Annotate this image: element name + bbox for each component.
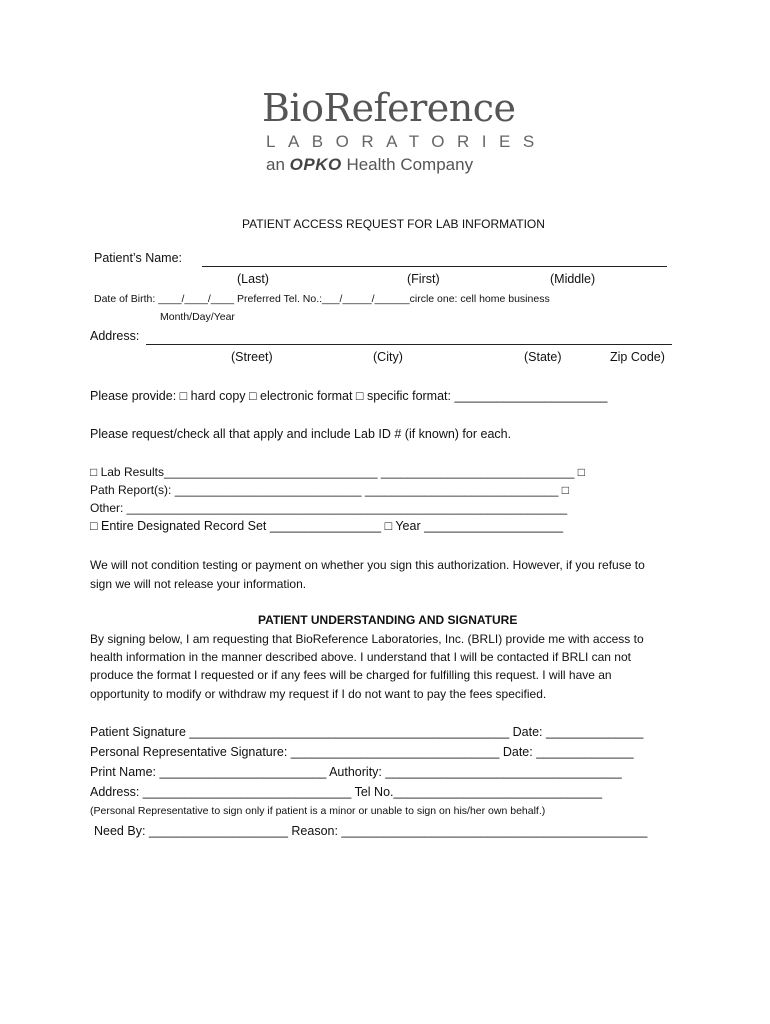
rep-signature-row[interactable]: Personal Representative Signature: ______________________________ Date: ______________ [90, 745, 634, 759]
patient-name-label: Patient’s Name: [94, 251, 183, 265]
address-label: Address: [90, 329, 140, 343]
lab-results-row[interactable]: □ Lab Results________________________________ _____________________________ □ [90, 465, 585, 479]
logo-tag-suffix: Health Company [346, 155, 474, 174]
request-instruction: Please request/check all that apply and include Lab ID # (if known) for each. [90, 427, 512, 441]
condition-text-line-2: sign we will not release your information. [90, 577, 307, 591]
path-reports-row[interactable]: Path Report(s): ____________________________ _____________________________ □ [90, 483, 570, 497]
other-row[interactable]: Other: __________________________________________________________________ [90, 501, 568, 515]
address-state-caption: (State) [524, 350, 562, 364]
condition-text-line-1: We will not condition testing or payment on whether you sign this authorization. However, if you refuse to [90, 558, 645, 572]
entire-record-set-row[interactable]: □ Entire Designated Record Set ________________ □ Year ____________________ [90, 519, 564, 533]
patient-name-line[interactable] [202, 266, 667, 267]
logo-wordmark: BioReference [262, 86, 516, 130]
patient-signature-row[interactable]: Patient Signature ______________________________________________ Date: ______________ [90, 725, 644, 739]
signing-para-line: By signing below, I am requesting that BioReference Laboratories, Inc. (BRLI) provide me with access to [90, 632, 644, 646]
signing-para-line: produce the format I requested or if any fees will be charged for fulfilling this request. I will have an [90, 668, 612, 682]
dob-tel-line[interactable]: Date of Birth: ____/____/____ Preferred Tel. No.:___/_____/______circle one: cell home business [94, 293, 550, 305]
provide-format-line[interactable]: Please provide: □ hard copy □ electronic format □ specific format: ______________________ [90, 389, 608, 403]
signing-para-line: opportunity to modify or withdraw my request if I do not want to pay the fees specified. [90, 687, 547, 701]
section-heading: PATIENT UNDERSTANDING AND SIGNATURE [258, 613, 518, 627]
logo-tag-brand: OPKO [289, 155, 342, 174]
rep-note: (Personal Representative to sign only if patient is a minor or unable to sign on his/her own behalf.) [90, 805, 546, 817]
logo-tagline [266, 155, 473, 175]
patient-name-middle-caption: (Middle) [550, 272, 596, 286]
print-name-row[interactable]: Print Name: ________________________ Authority: __________________________________ [90, 765, 622, 779]
need-by-row[interactable]: Need By: ____________________ Reason: ____________________________________________ [94, 824, 648, 838]
patient-name-last-caption: (Last) [237, 272, 269, 286]
patient-name-first-caption: (First) [407, 272, 440, 286]
address-zip-caption: Zip Code) [610, 350, 665, 364]
logo-subtitle: LABORATORIES [266, 132, 547, 151]
form-title: PATIENT ACCESS REQUEST FOR LAB INFORMATION [242, 217, 545, 231]
signing-para-line: health information in the manner described above. I understand that I will be contacted if BRLI can not [90, 650, 631, 664]
address-city-caption: (City) [373, 350, 403, 364]
address-line[interactable] [146, 344, 672, 345]
address-street-caption: (Street) [231, 350, 273, 364]
logo-tag-prefix: an [266, 155, 285, 174]
rep-address-row[interactable]: Address: ______________________________ Tel No.______________________________ [90, 785, 603, 799]
dob-format-caption: Month/Day/Year [160, 311, 235, 323]
